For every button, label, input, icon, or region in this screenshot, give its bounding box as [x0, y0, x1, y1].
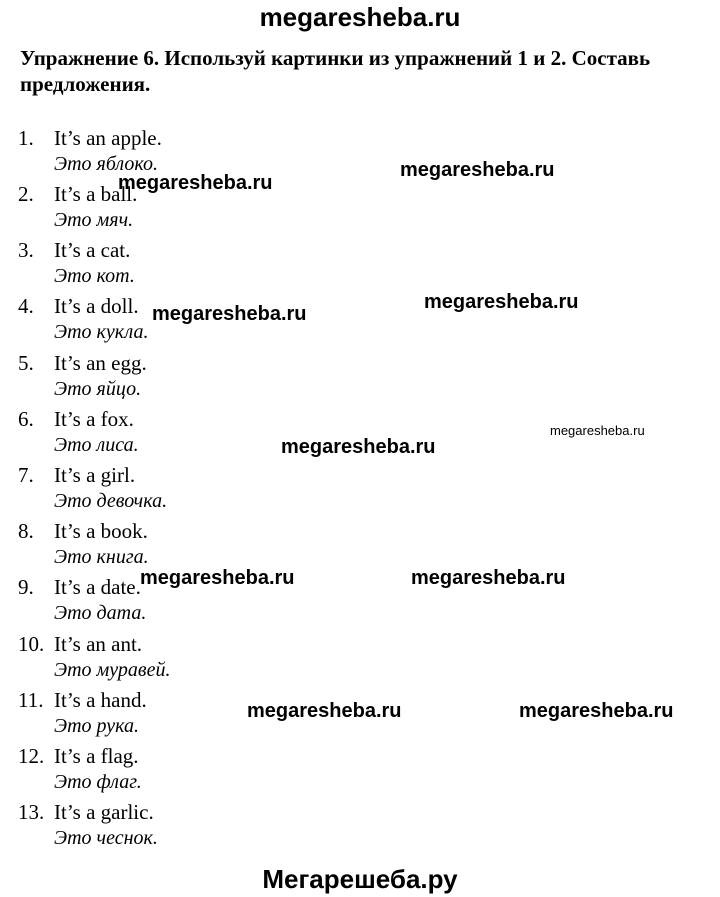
- exercise-title: Упражнение 6. Используй картинки из упражнений 1 и 2. Составь предложения.: [20, 46, 651, 96]
- item-number: 9.: [18, 575, 34, 599]
- item-russian: Это чеснок.: [54, 827, 158, 849]
- footer-site-name: Мегарешеба.ру: [262, 864, 458, 894]
- item-russian: Это дата.: [54, 602, 147, 624]
- item-russian: Это девочка.: [54, 490, 168, 512]
- item-english: It’s a cat.: [54, 238, 131, 262]
- item-number: 11.: [18, 688, 44, 712]
- watermark: megaresheba.ru: [519, 700, 674, 722]
- watermark: megaresheba.ru: [411, 567, 566, 589]
- item-russian: Это яйцо.: [54, 378, 142, 400]
- watermark: megaresheba.ru: [281, 436, 436, 458]
- item-number: 3.: [18, 238, 34, 262]
- item-english: It’s a girl.: [54, 463, 136, 487]
- item-number: 8.: [18, 519, 34, 543]
- item-russian: Это книга.: [54, 546, 149, 568]
- item-russian: Это лиса.: [54, 434, 139, 456]
- item-russian: Это яблоко.: [54, 153, 158, 175]
- watermark: megaresheba.ru: [424, 291, 579, 313]
- item-english: It’s a flag.: [54, 744, 139, 768]
- item-number: 12.: [18, 744, 45, 768]
- item-russian: Это муравей.: [54, 659, 171, 681]
- watermark: megaresheba.ru: [550, 423, 645, 438]
- item-english: It’s a book.: [54, 519, 148, 543]
- item-number: 13.: [18, 800, 45, 824]
- item-number: 5.: [18, 351, 34, 375]
- item-english: It’s an egg.: [54, 351, 147, 375]
- item-number: 6.: [18, 407, 34, 431]
- watermark: megaresheba.ru: [400, 159, 555, 181]
- item-english: It’s a date.: [54, 575, 141, 599]
- watermark: megaresheba.ru: [247, 700, 402, 722]
- item-english: It’s an apple.: [54, 126, 162, 150]
- watermark: megaresheba.ru: [152, 303, 307, 325]
- item-number: 2.: [18, 182, 34, 206]
- item-number: 4.: [18, 294, 34, 318]
- item-russian: Это мяч.: [54, 209, 134, 231]
- item-russian: Это кот.: [54, 265, 135, 287]
- header-site-name: megaresheba.ru: [259, 2, 461, 32]
- item-english: It’s an ant.: [54, 632, 143, 656]
- item-russian: Это рука.: [54, 715, 140, 737]
- item-number: 10.: [18, 632, 45, 656]
- item-english: It’s a doll.: [54, 294, 139, 318]
- item-english: It’s a garlic.: [54, 800, 154, 824]
- item-number: 7.: [18, 463, 34, 487]
- item-english: It’s a hand.: [54, 688, 147, 712]
- item-english: It’s a fox.: [54, 407, 134, 431]
- item-english: It’s a ball.: [54, 182, 138, 206]
- watermark: megaresheba.ru: [140, 567, 295, 589]
- watermark: megaresheba.ru: [118, 172, 273, 194]
- item-number: 1.: [18, 126, 34, 150]
- item-russian: Это кукла.: [54, 321, 149, 343]
- item-russian: Это флаг.: [54, 771, 142, 793]
